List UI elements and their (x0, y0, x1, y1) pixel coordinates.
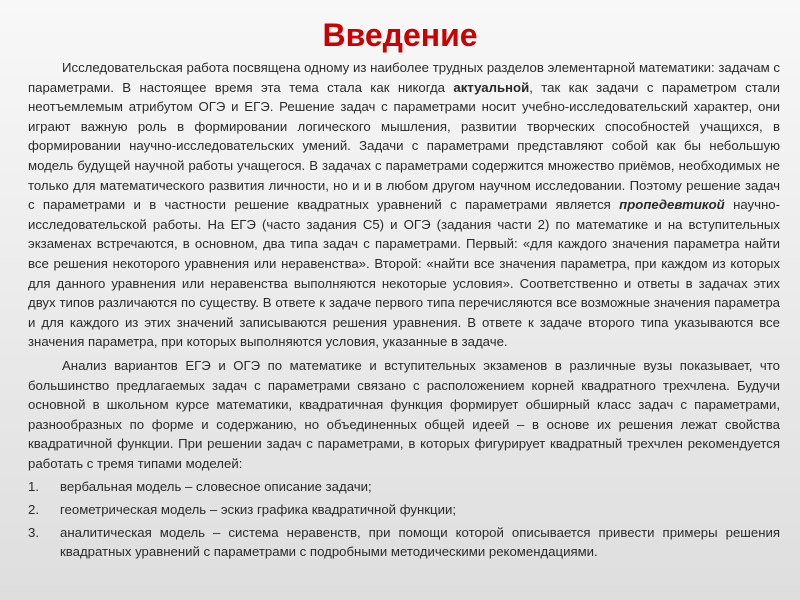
list-item-number: 1. (28, 479, 39, 495)
slide-title: Введение (322, 17, 478, 53)
paragraph-text: научно-исследовательской работы. На ЕГЭ (часто задания С5) и ОГЭ (задания части 2) по математике и на вступительных экзаменах встречаются, в основном, два типа задач с параметрами. Первый: «для каждого значения параметра найти все решения некоторого уравнения или неравенства». Второй: «найти все значения параметра, при каждом из которых для данного уравнения или неравенства выполняются некоторые условия». Соответственно и ответы в задачах этих двух типов различаются по существу. В ответе к задаче первого типа перечисляются все возможные значения параметра и для каждого из этих значений записываются решения уравнения. В ответе к задаче второго типа указываются все значения параметра, при которых выполняются условия, указанные в задаче. (28, 197, 781, 350)
paragraph-text: , так как задачи с параметром стали неотъемлемым атрибутом ОГЭ и ЕГЭ. Решение задач с параметрами носит учебно-исследовательский характер, они играют важную роль в формировании логического мышления, развитии творческих способностей учащихся, в формировании научно-исследовательских умений. Задачи с параметрами представляют собой как бы небольшую модель будущей научной работы учащегося. В задачах с параметрами содержится множество приёмов, необходимых не только для математического развития личности, но и и в любом другом научном исследовании. Поэтому решение задач с параметрами и в частности решение квадратных уравнений с параметрами является (28, 79, 780, 213)
list-item-text: аналитическая модель – система неравенств, при помощи которой описывается привести примеры решения квадратных уравнений с параметрами с подробными методическими рекомендациями. (60, 524, 780, 560)
paragraph-text: Исследовательская работа посвящена одному из наиболее трудных разделов элементарной математики: задачам с параметрами. В настоящее время эта тема стала как никогда (28, 60, 780, 95)
paragraph-analysis: Анализ вариантов ЕГЭ и ОГЭ по математике и вступительных экзаменов в различные вузы показывает, что большинство предлагаемых задач с параметрами связано с расположением корней квадратного трехчлена. Будучи основной в школьном курсе математики, квадратичная функция формирует обширный класс задач с параметрами, разнообразных по форме и содержанию, но объединенных общей идеей – в основе их решения лежат свойства квадратичной функции. При решении задач с параметрами, в которых фигурирует квадратный трехчлен рекомендуется работать с тремя типами моделей: (28, 357, 780, 471)
list-item (28, 477, 780, 497)
list-item-text: вербальная модель – словесное описание задачи; (60, 479, 372, 495)
list-item-text: геометрическая модель – эскиз графика квадратичной функции; (60, 502, 456, 518)
slide-content (28, 58, 780, 565)
models-list (28, 477, 780, 561)
emphasis-propaedeutics: пропедевтикой (619, 197, 725, 213)
paragraph-introduction (28, 58, 780, 352)
list-item-number: 2. (28, 502, 39, 518)
list-item (28, 500, 780, 520)
emphasis-actual: актуальной (453, 79, 530, 95)
list-item-number: 3. (28, 524, 39, 540)
list-item (28, 523, 780, 562)
